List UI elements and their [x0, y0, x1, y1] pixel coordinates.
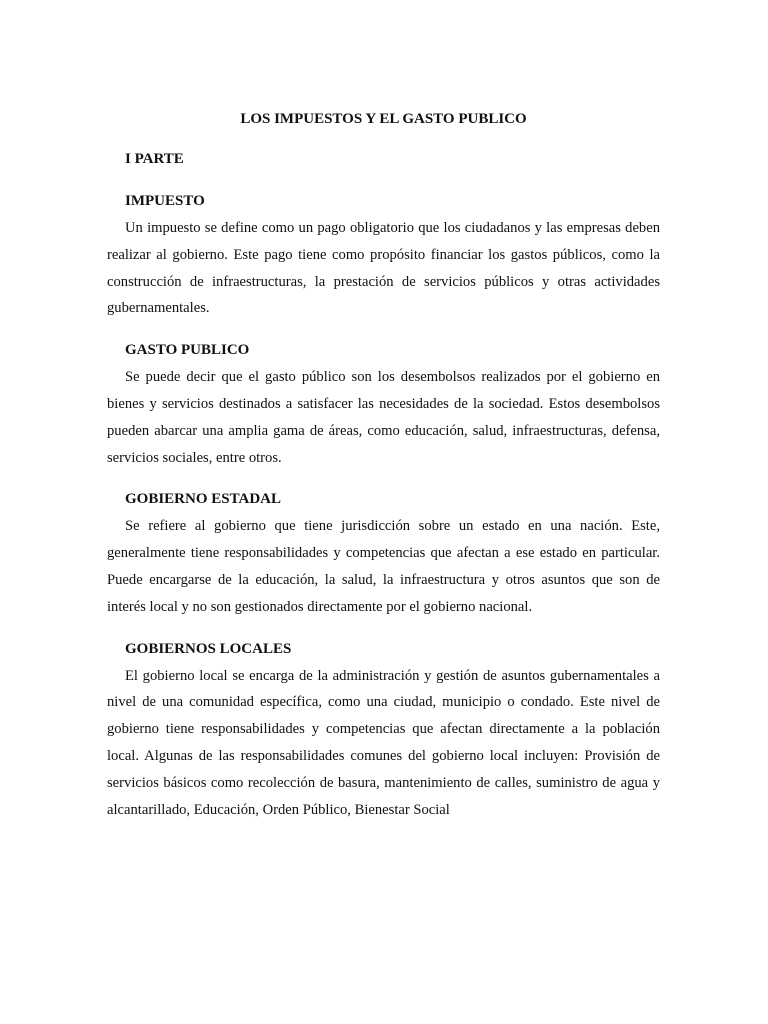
section-paragraph: Un impuesto se define como un pago obligatorio que los ciudadanos y las empresas deben realizar al gobierno. Este pago tiene como propósito financiar los gastos públicos, como la construcción de infraestructuras, la prestación de servicios públicos y otras actividades gubernamentales.	[107, 220, 660, 317]
section-gasto-publico	[107, 338, 660, 471]
section-paragraph: Se puede decir que el gasto público son los desembolsos realizados por el gobierno en bienes y servicios destinados a satisfacer las necesidades de la sociedad. Estos desembolsos pueden abarcar una amplia gama de áreas, como educación, salud, infraestructuras, defensa, servicios sociales, entre otros.	[107, 369, 660, 466]
document-page	[107, 107, 660, 839]
section-heading: GASTO PUBLICO	[125, 342, 250, 359]
section-heading: GOBIERNO ESTADAL	[125, 491, 282, 508]
section-paragraph: El gobierno local se encarga de la administración y gestión de asuntos gubernamentales a nivel de una comunidad específica, como una ciudad, municipio o condado. Este nivel de gobierno tiene responsabilidades y competencias que afectan directamente a la población local. Algunas de las responsabilidades comunes del gobierno local incluyen: Provisión de servicios básicos como recolección de basura, mantenimiento de calles, suministro de agua y alcantarillado, Educación, Orden Público, Bienestar Social	[107, 667, 660, 818]
section-heading: IMPUESTO	[125, 193, 205, 209]
section-impuesto	[107, 189, 660, 322]
section-gobiernos-locales	[107, 637, 660, 824]
part-heading: I PARTE	[125, 151, 184, 167]
document-title: LOS IMPUESTOS Y EL GASTO PUBLICO	[240, 111, 527, 127]
section-gobierno-estadal	[107, 487, 660, 620]
section-paragraph: Se refiere al gobierno que tiene jurisdicción sobre un estado en una nación. Este, generalmente tiene responsabilidades y competencias que afectan a ese estado en particular. Puede encargarse de la educación, la salud, la infraestructura y otros asuntos que son de interés local y no son gestionados directamente por el gobierno nacional.	[107, 518, 660, 615]
section-heading: GOBIERNOS LOCALES	[125, 640, 292, 657]
